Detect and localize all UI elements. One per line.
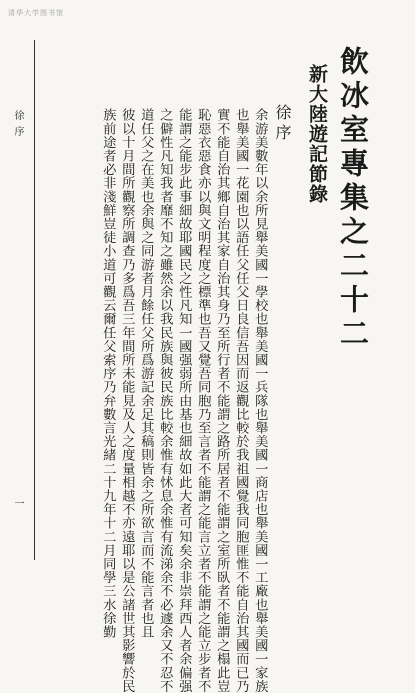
body-line: 恥惡衣惡食亦以與文明程度之標準也吾又覺吾同胞乃至言者不能謂之能言立者不能謂之能立步者不 (195, 108, 211, 693)
footer-title: 徐序 (12, 110, 23, 142)
body-line: 余游美數年以余所見舉美國一學校也舉美國一兵隊也舉美國一商店也舉美國一工廠也舉美國一家族 (252, 108, 268, 693)
preface-heading: 徐序 (273, 104, 292, 144)
body-line: 彼以十月間所觀察所調查乃多爲吾三年間所未能見及人之度量相越不亦遠耶以是公諸世其影響於民 (119, 108, 135, 693)
page-number: 一 (12, 498, 23, 508)
body-line: 之僻性凡知我者靡不知之雖然余以我民族與彼民族比較余惟有怵息余惟有流涕余不必遽余又不忍不 (157, 108, 173, 693)
body-line: 能謂之能步此事細故耶國民之性凡知一國强弱所由基也細故如此大者可知矣余非崇拜西人者余偏强 (176, 108, 192, 693)
body-line: 實不能自治其鄉自治其家自治其身乃至所行者不能謂之路所居者不能謂之室所臥者不能謂之榻此豈 (214, 108, 230, 693)
body-line: 族前途者必非淺鮮豈徒小道可觀云爾任父索序乃弁數言光緒二十九年十二月同學三水徐勤 (100, 108, 116, 639)
body-line: 也舉美國一花園也以語任父任父日良信吾因而返觀比較於我祖國覺我同胞匪惟不能自治其國而已乃 (233, 108, 249, 693)
section-title: 新大陸遊記節錄 (306, 64, 328, 204)
library-stamp: 清华大学图书馆 (8, 9, 64, 17)
body-line: 道任父之在美也余與之同游者月餘任父所爲游記余足其稿則皆余之所欲言而不能言者也且 (138, 108, 154, 639)
margin-rule (34, 40, 35, 560)
book-title: 飲冰室專集之二十二 (336, 46, 370, 352)
